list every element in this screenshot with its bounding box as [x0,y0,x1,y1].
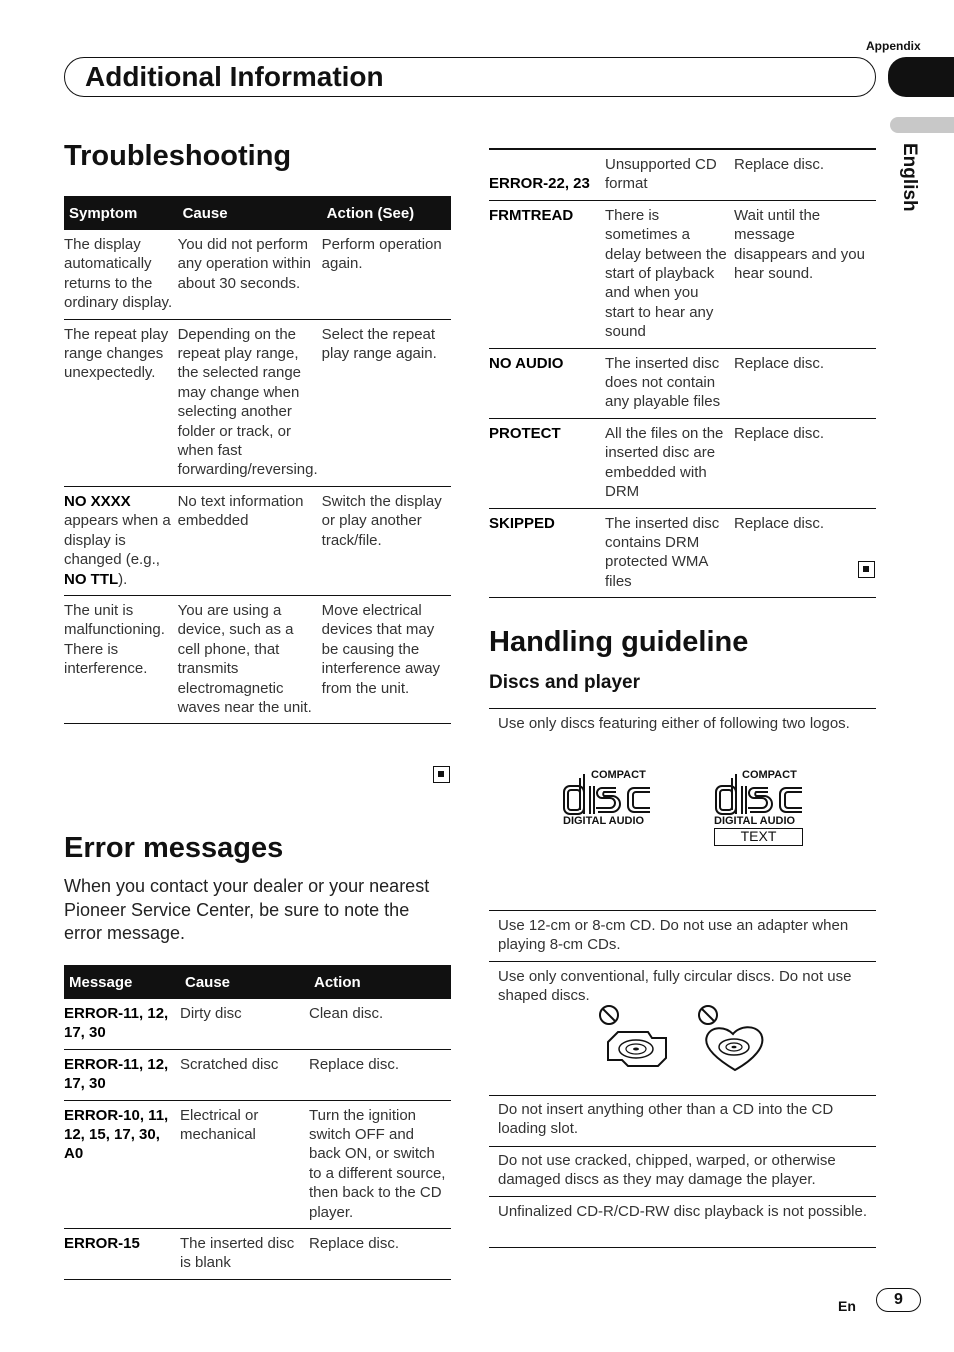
symptom-code: NO XXXX [64,492,131,510]
table-row [64,1100,451,1228]
chapter-title: Additional Information [85,61,384,92]
cause-cell: Electrical or mechanical [180,1100,309,1228]
language-tab-marker [890,117,954,133]
action-cell: Move electrical devices that may be causing the interference away from the unit. [322,595,451,723]
divider [489,910,876,911]
action-cell: Replace disc. [734,150,876,200]
guideline-item: Use only conventional, fully circular discs. Do not use shaped discs. [498,968,852,1005]
page-number: 9 [876,1288,921,1312]
symptom-cell [64,319,178,486]
logo-digital-audio-text: DIGITAL AUDIO [714,815,796,827]
cause-cell: The inserted disc contains DRM protected WMA files [605,508,734,598]
section-label: Appendix [866,39,921,53]
divider [489,1196,876,1197]
guideline-item: Use 12-cm or 8-cm CD. Do not use an adapter when playing 8-cm CDs. [498,917,849,954]
symptom-cell [64,486,178,595]
cause-cell: No text information embedded [178,486,322,595]
symptom-text: The repeat play range changes unexpectedly. [64,325,169,382]
table-row [64,230,451,319]
guideline-item: Do not insert anything other than a CD into the CD loading slot. [498,1101,834,1138]
section-end-mark [433,766,450,783]
table-row [489,418,876,508]
divider [489,1146,876,1147]
error-code: ERROR-15 [64,1235,140,1253]
action-cell: Replace disc. [734,418,876,508]
error-code: FRMTREAD [489,206,574,224]
symptom-text: The display automatically returns to the ordinary display. [64,236,173,312]
logo-compact-text: COMPACT [742,769,797,781]
language-tab: English [899,143,920,212]
action-cell: Replace disc. [734,508,876,598]
cause-cell: There is sometimes a delay between the start of playback and when you start to hear any sound [605,200,734,348]
logo-compact-text: COMPACT [591,769,646,781]
symptom-text: appears when a display is changed (e.g., [64,512,171,569]
table-row [64,319,451,486]
column-header-action: Action [309,965,451,999]
divider [489,708,876,709]
symptom-text: ). [118,570,128,588]
action-cell: Select the repeat play range again. [322,319,451,486]
logo-text-box: TEXT [714,828,803,846]
cause-cell: Scratched disc [180,1049,309,1100]
table-row [489,348,876,418]
action-cell: Clean disc. [309,999,451,1049]
error-messages-table-continued [489,150,876,598]
table-row [64,595,451,723]
symptom-text: The unit is malfunctioning. There is interference. [64,601,165,678]
cause-cell: Depending on the repeat play range, the selected range may change when selecting another folder or track, or when fast forwarding/reversing. [178,319,322,486]
action-cell: Turn the ignition switch OFF and back ON, or switch to a different source, then back to the CD player. [309,1100,451,1228]
action-cell: Replace disc. [734,348,876,418]
column-header-message: Message [64,965,180,999]
handling-guideline-title: Handling guideline [489,626,749,658]
table-row [64,1049,451,1100]
error-code: PROTECT [489,424,561,442]
guideline-item: Unfinalized CD-R/CD-RW disc playback is not possible. [498,1203,868,1220]
error-messages-intro: When you contact your dealer or your nearest Pioneer Service Center, be sure to note the error message. [64,876,430,943]
footer-language: En [838,1298,856,1314]
message-cell [489,200,605,348]
symptom-cell [64,230,178,319]
table-row [64,486,451,595]
section-end-mark [858,561,875,578]
cause-cell: You did not perform any operation within about 30 seconds. [178,230,322,319]
cause-cell: The inserted disc is blank [180,1229,309,1280]
cause-cell: All the files on the inserted disc are embedded with DRM [605,418,734,508]
action-cell: Replace disc. [309,1049,451,1100]
action-cell: Switch the display or play another track/file. [322,486,451,595]
guideline-item: Do not use cracked, chipped, warped, or otherwise damaged discs as they may damage the player. [498,1152,836,1189]
table-header-row [64,965,451,999]
action-cell: Perform operation again. [322,230,451,319]
table-row [489,150,876,200]
column-header-symptom: Symptom [64,196,178,230]
discs-and-player-subtitle: Discs and player [489,672,641,693]
prohibited-shaped-disc-icon [596,1004,676,1076]
column-header-cause: Cause [180,965,309,999]
symptom-code: NO TTL [64,570,119,588]
cause-cell: The inserted disc does not contain any playable files [605,348,734,418]
message-cell [64,999,180,1049]
table-header-row [64,196,451,230]
guideline-item: Use only discs featuring either of following two logos. [498,715,850,732]
divider [489,1247,876,1248]
troubleshooting-title: Troubleshooting [64,140,292,172]
chapter-tab [888,57,954,97]
table-row [489,200,876,348]
error-messages-title: Error messages [64,832,284,864]
message-cell [489,418,605,508]
table-row [489,508,876,598]
error-code: ERROR-11, 12, 17, 30 [64,1055,169,1093]
disc-wordmark-icon [714,772,806,816]
table-row [64,999,451,1049]
cause-cell: Dirty disc [180,999,309,1049]
message-cell [64,1229,180,1280]
error-code: SKIPPED [489,514,555,532]
error-code: ERROR-11, 12, 17, 30 [64,1005,169,1042]
prohibited-heart-disc-icon [695,1004,771,1076]
compact-disc-logo [562,768,662,828]
message-cell [64,1049,180,1100]
divider [489,961,876,962]
table-row [64,1229,451,1280]
cause-cell: Unsupported CD format [605,150,734,200]
action-cell: Replace disc. [309,1229,451,1280]
error-messages-table [64,965,451,1280]
symptom-cell [64,595,178,723]
error-code: ERROR-22, 23 [489,175,590,193]
column-header-action: Action (See) [322,196,451,230]
disc-wordmark-icon [562,772,654,816]
error-code: ERROR-10, 11, 12, 15, 17, 30, A0 [64,1106,169,1163]
message-cell [489,348,605,418]
logo-digital-audio-text: DIGITAL AUDIO [563,815,645,827]
column-header-cause: Cause [178,196,322,230]
error-code: NO AUDIO [489,354,564,372]
chapter-header [64,57,876,97]
compact-disc-text-logo [714,768,814,848]
message-cell [64,1100,180,1228]
cause-cell: You are using a device, such as a cell phone, that transmits electromagnetic waves near the unit. [178,595,322,723]
action-cell: Wait until the message disappears and you hear sound. [734,200,876,348]
divider [489,1095,876,1096]
message-cell [489,150,605,200]
troubleshooting-table [64,196,451,724]
message-cell [489,508,605,598]
